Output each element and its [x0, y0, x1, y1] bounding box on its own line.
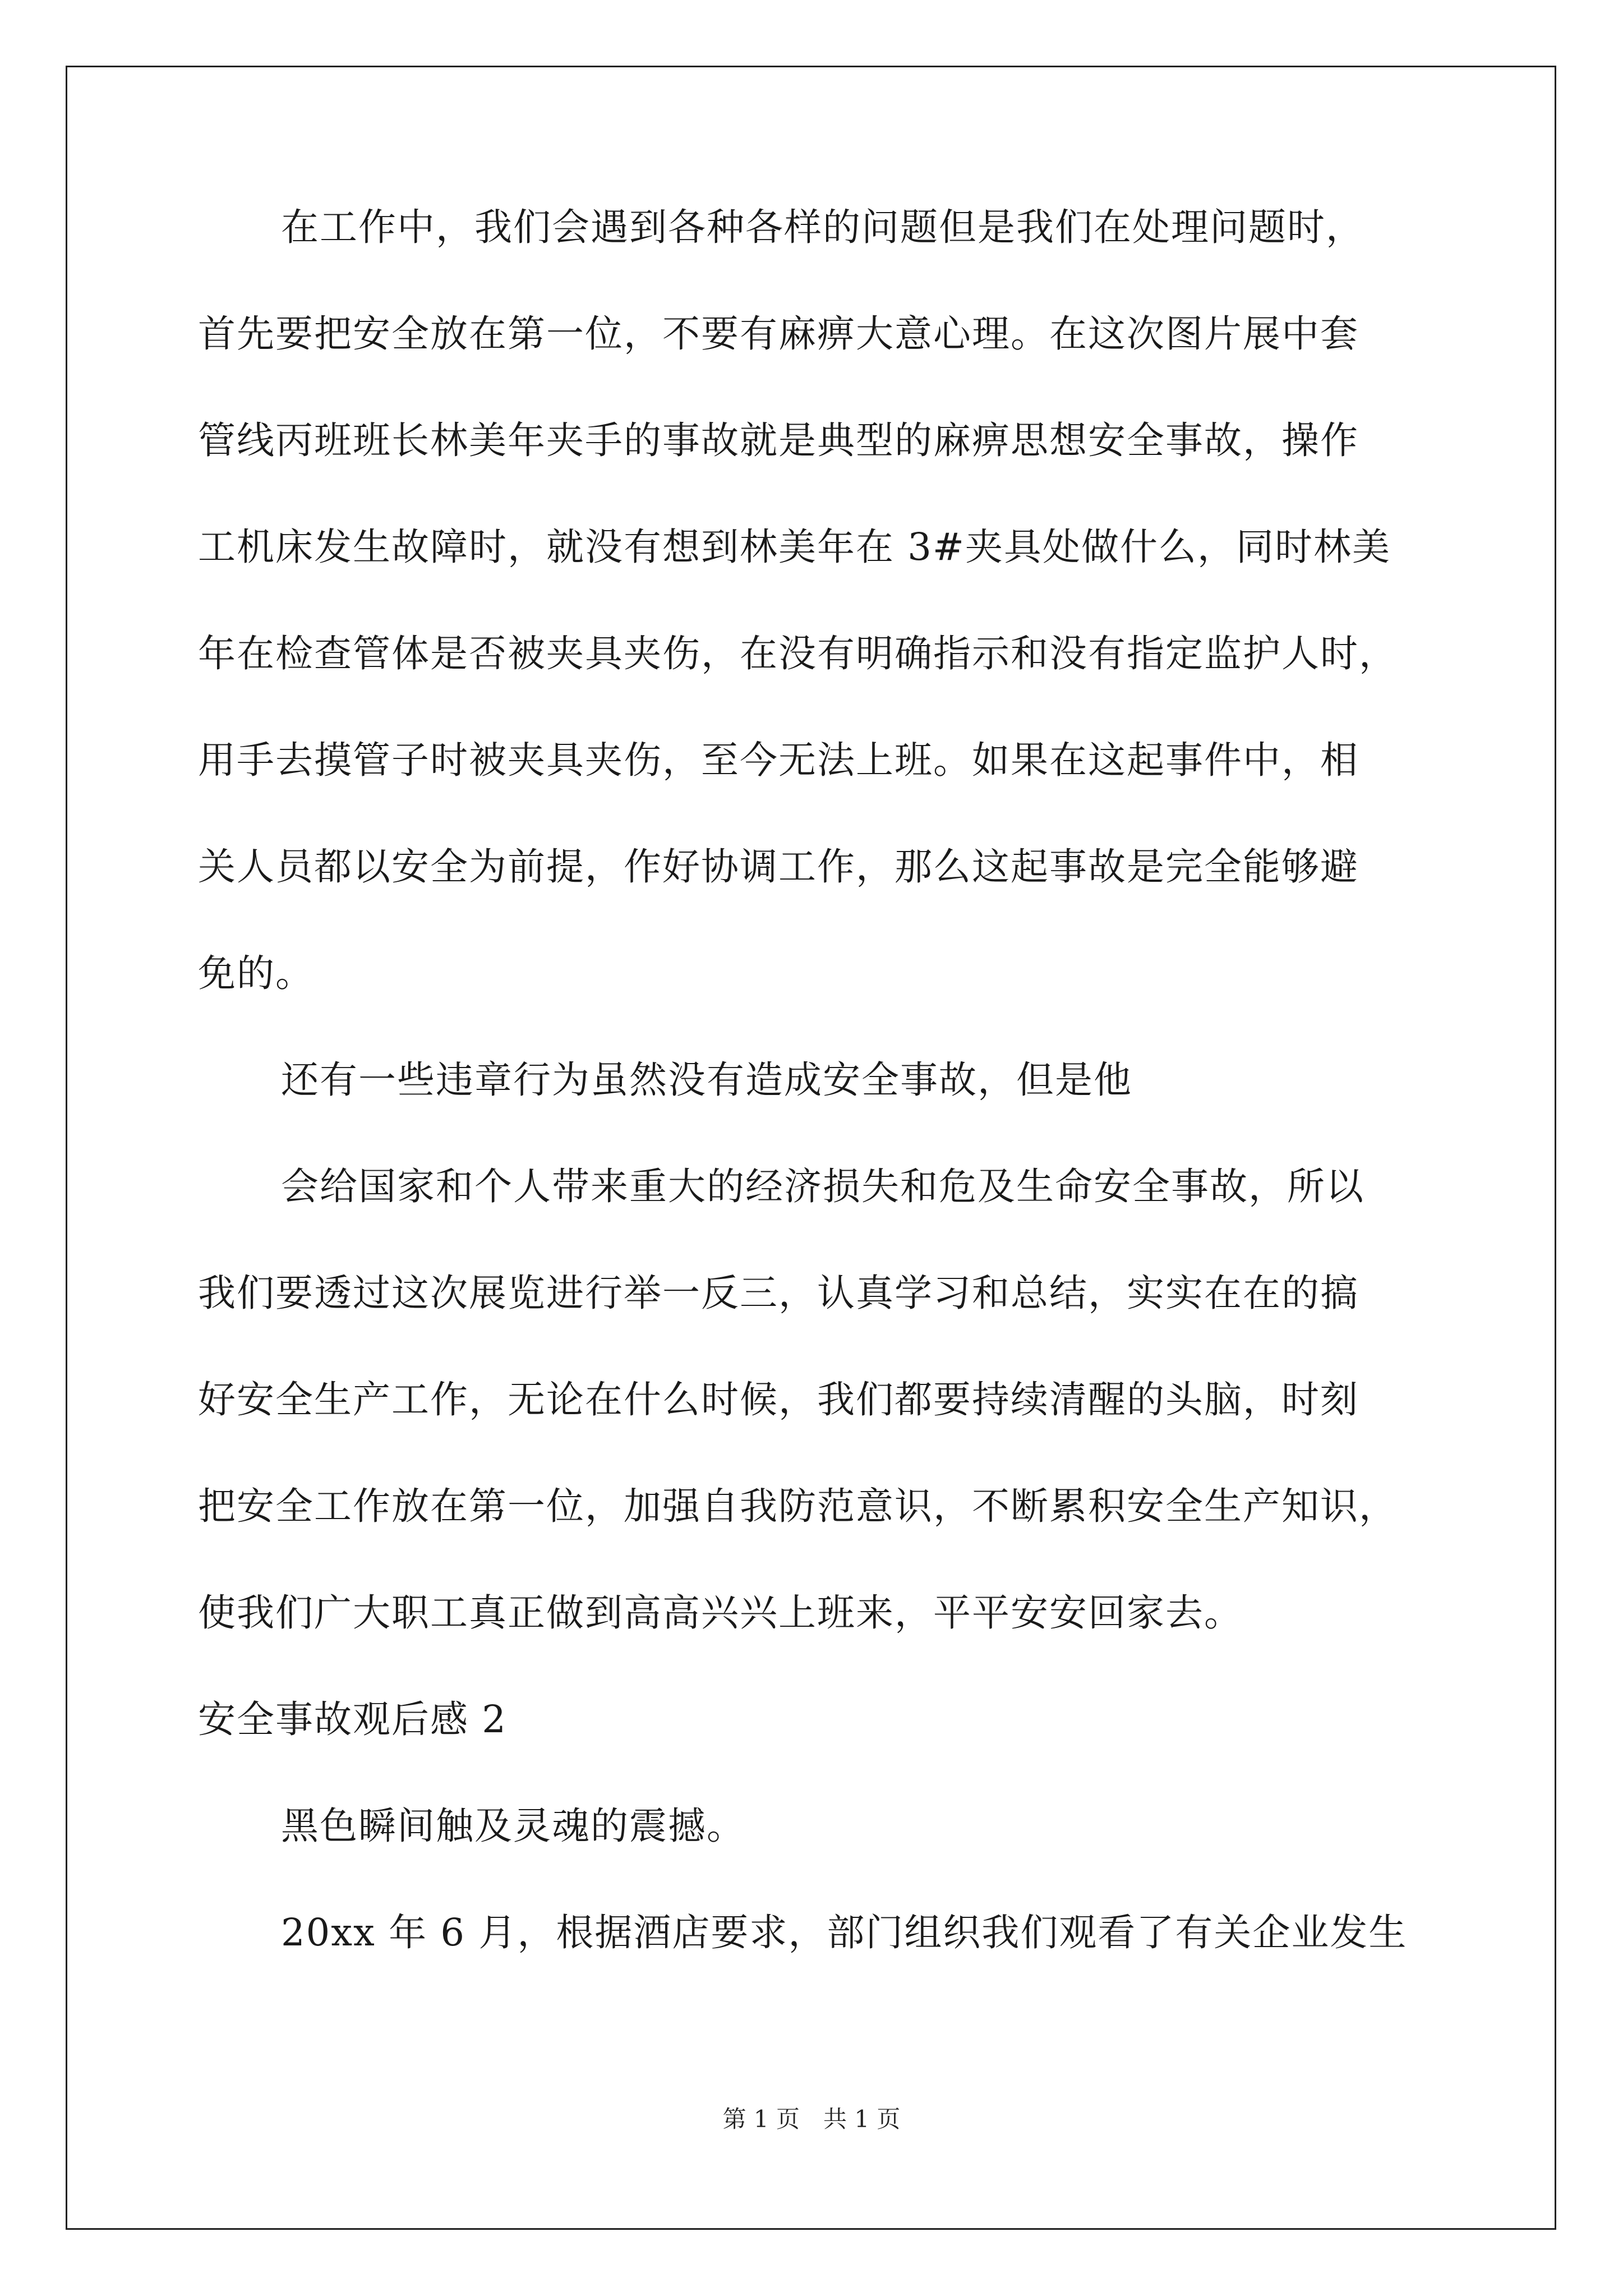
section-heading: 安全事故观后感 2 [198, 1697, 507, 1741]
paragraph-1-line-2: 首先要把安全放在第一位，不要有麻痹大意心理。在这次图片展中套 [198, 312, 1359, 356]
paragraph-1-line-8: 免的。 [198, 951, 314, 995]
paragraph-1-line-6: 用手去摸管子时被夹具夹伤，至今无法上班。如果在这起事件中，相 [198, 738, 1359, 782]
paragraph-3-line-5: 使我们广大职工真正做到高高兴兴上班来，平平安安回家去。 [198, 1591, 1243, 1635]
paragraph-1-line-1: 在工作中，我们会遇到各种各样的问题但是我们在处理问题时， [281, 205, 1364, 249]
paragraph-3-line-4: 把安全工作放在第一位，加强自我防范意识，不断累积安全生产知识， [198, 1484, 1398, 1528]
paragraph-1-line-5: 年在检查管体是否被夹具夹伤，在没有明确指示和没有指定监护人时， [198, 632, 1398, 675]
paragraph-1-line-7: 关人员都以安全为前提，作好协调工作，那么这起事故是完全能够避 [198, 845, 1359, 889]
paragraph-3-line-2: 我们要透过这次展览进行举一反三，认真学习和总结，实实在在的搞 [198, 1271, 1359, 1315]
paragraph-5-line-1: 20xx 年 6 月，根据酒店要求，部门组织我们观看了有关企业发生 [281, 1911, 1408, 1954]
paragraph-1-line-3: 管线丙班班长林美年夹手的事故就是典型的麻痹思想安全事故，操作 [198, 418, 1359, 462]
paragraph-1-line-4: 工机床发生故障时，就没有想到林美年在 3#夹具处做什么，同时林美 [198, 525, 1391, 569]
paragraph-4-line-1: 黑色瞬间触及灵魂的震撼。 [281, 1804, 745, 1848]
paragraph-3-line-1: 会给国家和个人带来重大的经济损失和危及生命安全事故，所以 [281, 1165, 1364, 1208]
paragraph-2-line-1: 还有一些违章行为虽然没有造成安全事故，但是他 [281, 1058, 1132, 1102]
paragraph-3-line-3: 好安全生产工作，无论在什么时候，我们都要持续清醒的头脑，时刻 [198, 1378, 1359, 1421]
page-border [66, 66, 1556, 2230]
page-number-footer: 第 1 页 共 1 页 [722, 2105, 901, 2133]
